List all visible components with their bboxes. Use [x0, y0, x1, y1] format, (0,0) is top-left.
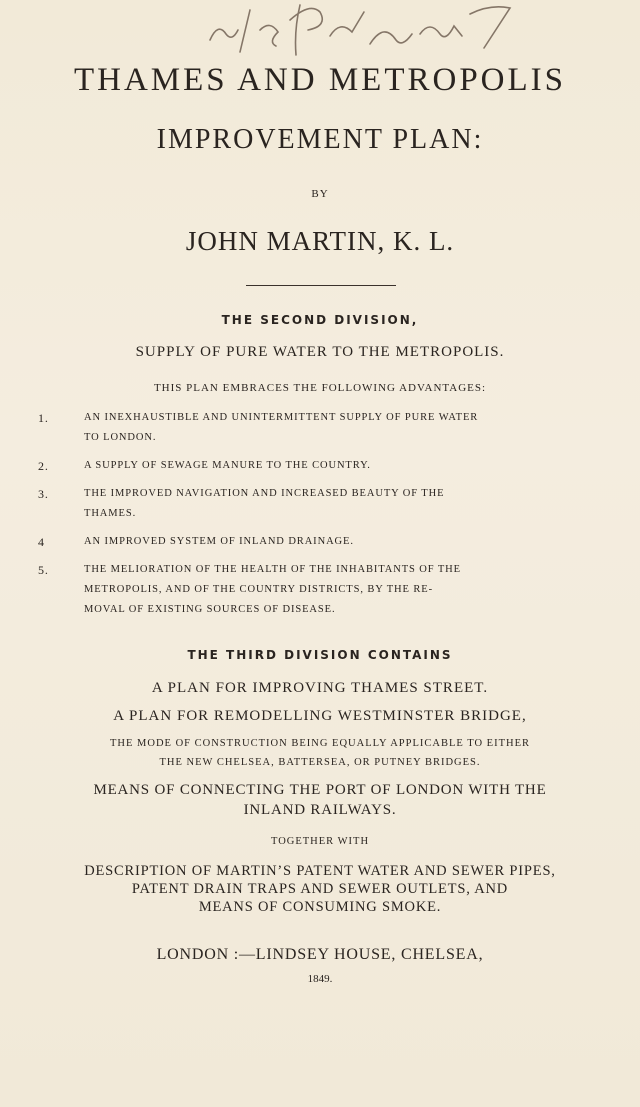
list-item [38, 456, 568, 476]
item-number: 5. [38, 563, 49, 577]
item-text: AN IMPROVED SYSTEM OF INLAND DRAINAGE. [84, 536, 354, 547]
item-text: TO LONDON. [84, 432, 157, 443]
publication-year: 1849. [307, 973, 333, 985]
item-number: 1. [38, 411, 49, 425]
divider-rule [246, 285, 396, 286]
item-number: 3. [38, 487, 49, 501]
second-division-subheading: SUPPLY OF PURE WATER TO THE METROPOLIS. [135, 344, 505, 360]
list-item [38, 532, 568, 552]
plan-westminster-bridge: A PLAN FOR REMODELLING WESTMINSTER BRIDGE, [113, 708, 527, 724]
item-text: THE MELIORATION OF THE HEALTH OF THE INHABITANTS OF THE [84, 564, 461, 575]
port-connection [0, 780, 640, 820]
list-item [38, 484, 568, 524]
list-item [38, 408, 568, 448]
construction-mode-line: THE NEW CHELSEA, BATTERSEA, OR PUTNEY BRIDGES. [159, 757, 481, 768]
item-text: MOVAL OF EXISTING SOURCES OF DISEASE. [84, 604, 336, 615]
advantages-intro: THIS PLAN EMBRACES THE FOLLOWING ADVANTAGES: [153, 382, 487, 394]
advantages-list [38, 408, 568, 628]
item-text: METROPOLIS, AND OF THE COUNTRY DISTRICTS, BY THE RE- [84, 584, 433, 595]
item-number: 2. [38, 459, 49, 473]
patent-description-line: PATENT DRAIN TRAPS AND SEWER OUTLETS, AND [131, 881, 509, 897]
item-text: THE IMPROVED NAVIGATION AND INCREASED BEAUTY OF THE [84, 488, 445, 499]
list-item [38, 560, 568, 620]
title-line-1: THAMES AND METROPOLIS [73, 62, 567, 98]
together-with: TOGETHER WITH [270, 836, 370, 847]
patent-description [0, 862, 640, 916]
patent-description-line: DESCRIPTION OF MARTIN’S PATENT WATER AND SEWER PIPES, [84, 863, 556, 879]
item-number: 4 [38, 535, 45, 549]
port-connection-line: MEANS OF CONNECTING THE PORT OF LONDON WITH THE [93, 782, 547, 798]
item-text: THAMES. [84, 508, 137, 519]
by-label: BY [311, 188, 329, 200]
author-name: JOHN MARTIN, K. L. [185, 226, 455, 256]
patent-description-line: MEANS OF CONSUMING SMOKE. [198, 899, 442, 915]
second-division-heading: THE SECOND DIVISION, [221, 313, 419, 327]
port-connection-line: INLAND RAILWAYS. [243, 802, 397, 818]
third-division-heading: THE THIRD DIVISION CONTAINS [187, 648, 453, 662]
plan-thames-street: A PLAN FOR IMPROVING THAMES STREET. [151, 680, 489, 696]
imprint: LONDON :—LINDSEY HOUSE, CHELSEA, [156, 946, 484, 963]
title-line-2: IMPROVEMENT PLAN: [156, 124, 484, 155]
construction-mode-note [0, 734, 640, 772]
item-text: A SUPPLY OF SEWAGE MANURE TO THE COUNTRY. [84, 460, 371, 471]
item-text: AN INEXHAUSTIBLE AND UNINTERMITTENT SUPPLY OF PURE WATER [84, 412, 479, 423]
handwritten-inscription [190, 0, 530, 60]
construction-mode-line: THE MODE OF CONSTRUCTION BEING EQUALLY APPLICABLE TO EITHER [110, 738, 530, 749]
